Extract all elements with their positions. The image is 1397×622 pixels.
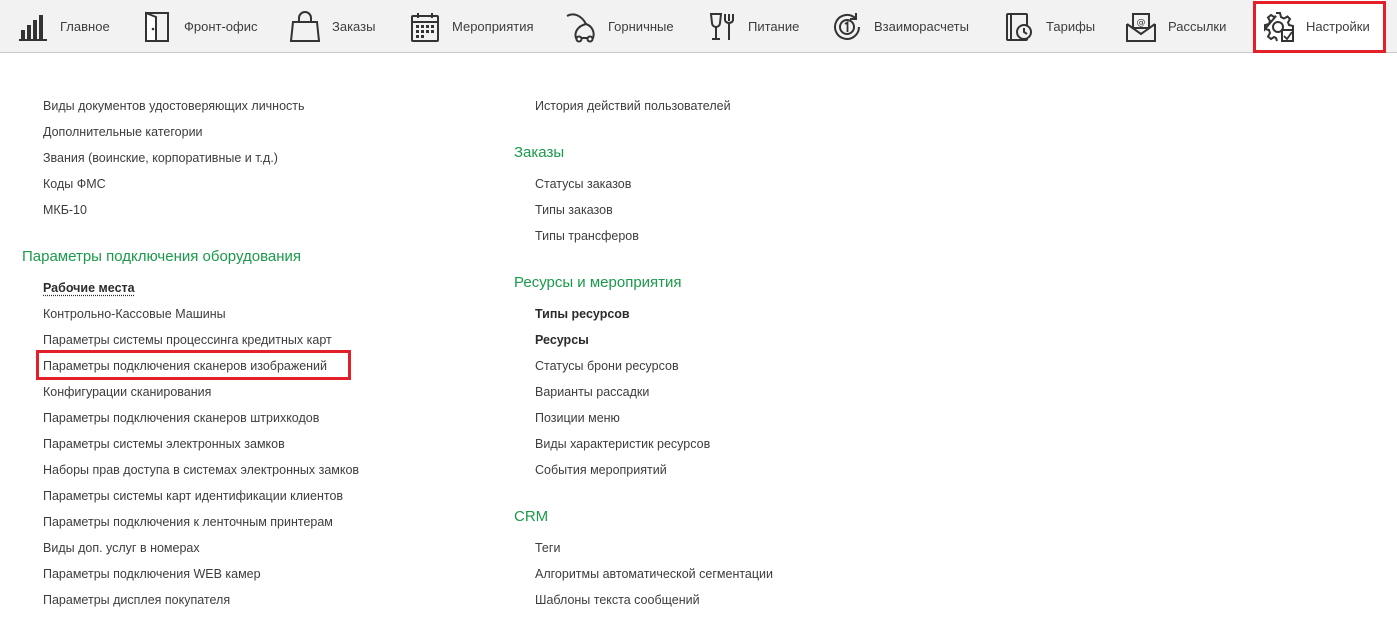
settings-link-workstations[interactable]: Рабочие места	[43, 281, 135, 295]
settings-gear-icon	[1262, 10, 1296, 44]
settings-link[interactable]: Параметры подключения к ленточным принтерам	[43, 515, 333, 529]
main-navigation-bar	[0, 0, 1397, 53]
settings-link[interactable]: Варианты рассадки	[535, 385, 650, 399]
settings-link[interactable]: Параметры подключения сканеров штрихкодов	[43, 411, 320, 425]
nav-label: Тарифы	[1046, 19, 1096, 34]
bar-chart-icon	[16, 10, 50, 44]
settings-link[interactable]: Позиции меню	[535, 411, 620, 425]
tariff-book-icon	[1002, 10, 1036, 44]
nav-item-mailings[interactable]	[1124, 0, 1226, 53]
settings-link[interactable]: Коды ФМС	[43, 177, 106, 191]
settings-link[interactable]: Параметры дисплея покупателя	[43, 593, 231, 607]
settings-link[interactable]: МКБ-10	[43, 203, 87, 217]
calendar-icon	[408, 10, 442, 44]
settings-link[interactable]: Параметры системы электронных замков	[43, 437, 285, 451]
settings-link[interactable]: События мероприятий	[535, 463, 667, 477]
settings-link[interactable]: Типы трансферов	[535, 229, 639, 243]
settings-link[interactable]: Алгоритмы автоматической сегментации	[535, 567, 774, 581]
nav-label: Питание	[748, 19, 800, 34]
settings-link[interactable]: Виды документов удостоверяющих личность	[43, 99, 305, 113]
settings-link[interactable]: Параметры подключения WEB камер	[43, 567, 261, 581]
nav-label: Взаиморасчеты	[874, 19, 969, 34]
nav-item-orders[interactable]	[288, 0, 375, 53]
section-title-orders: Заказы	[514, 144, 565, 161]
settings-link[interactable]: Параметры системы карт идентификации клиентов	[43, 489, 344, 503]
settings-link[interactable]: Дополнительные категории	[43, 125, 203, 139]
nav-item-tariffs[interactable]	[1002, 0, 1095, 53]
glass-fork-icon	[704, 10, 738, 44]
nav-label: Горничные	[608, 19, 674, 34]
nav-item-main[interactable]	[16, 0, 110, 53]
settings-link[interactable]: Звания (воинские, корпоративные и т.д.)	[43, 151, 278, 165]
settings-link[interactable]: Статусы заказов	[535, 177, 632, 191]
door-icon	[140, 10, 174, 44]
settings-link[interactable]: Статусы брони ресурсов	[535, 359, 679, 373]
settings-link[interactable]: Типы ресурсов	[535, 307, 630, 321]
settings-link[interactable]: История действий пользователей	[535, 99, 731, 113]
nav-label: Главное	[60, 19, 110, 34]
settings-link[interactable]: Параметры системы процессинга кредитных карт	[43, 333, 332, 347]
nav-label: Заказы	[332, 19, 376, 34]
nav-label: Рассылки	[1168, 19, 1227, 34]
vacuum-cleaner-icon	[564, 10, 598, 44]
settings-link[interactable]: Конфигурации сканирования	[43, 385, 212, 399]
settings-link[interactable]: Наборы прав доступа в системах электронных замков	[43, 463, 360, 477]
settings-link[interactable]: Шаблоны текста сообщений	[535, 593, 700, 607]
nav-label: Фронт-офис	[184, 19, 258, 34]
section-title-crm: CRM	[514, 508, 549, 525]
settings-link-image-scanners[interactable]: Параметры подключения сканеров изображений	[43, 359, 328, 373]
settings-link[interactable]: Теги	[535, 541, 561, 555]
shopping-bag-icon	[288, 10, 322, 44]
svg-text:@: @	[1136, 17, 1146, 28]
nav-item-settings[interactable]	[1256, 0, 1386, 53]
nav-item-housekeeping[interactable]	[564, 0, 674, 53]
settings-link[interactable]: Виды характеристик ресурсов	[535, 437, 711, 451]
section-title-resources: Ресурсы и мероприятия	[514, 274, 682, 291]
settings-link[interactable]: Виды доп. услуг в номерах	[43, 541, 200, 555]
nav-item-events[interactable]	[408, 0, 534, 53]
nav-label: Настройки	[1306, 19, 1370, 34]
nav-label: Мероприятия	[452, 19, 534, 34]
mail-envelope-icon	[1124, 10, 1158, 44]
nav-item-catering[interactable]	[704, 0, 799, 53]
settings-link[interactable]: Ресурсы	[535, 333, 589, 347]
settings-content	[0, 54, 1397, 622]
settlement-cycle-icon	[830, 10, 864, 44]
section-title-equipment: Параметры подключения оборудования	[22, 248, 302, 265]
settings-link[interactable]: Типы заказов	[535, 203, 613, 217]
nav-item-settlements[interactable]	[830, 0, 969, 53]
nav-item-front-office[interactable]	[140, 0, 258, 53]
settings-link[interactable]: Контрольно-Кассовые Машины	[43, 307, 226, 321]
